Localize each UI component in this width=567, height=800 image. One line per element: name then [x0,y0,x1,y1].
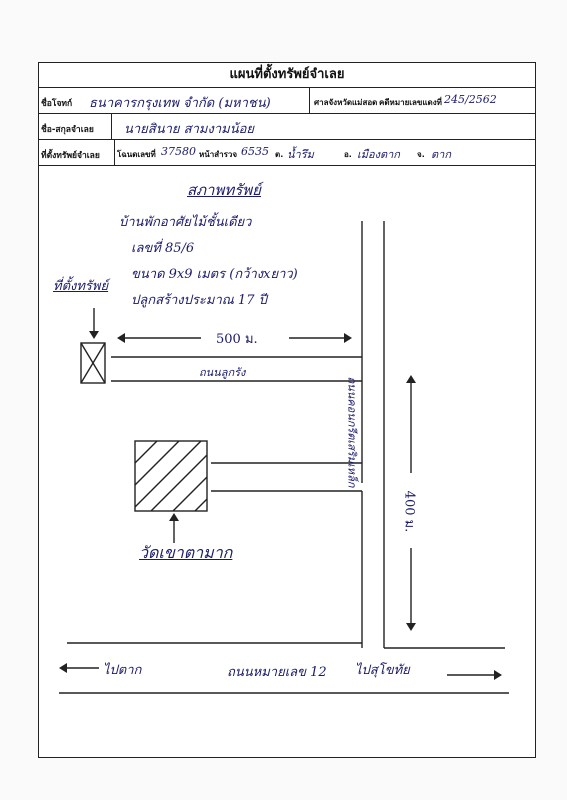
hand-drawn-map [39,63,535,757]
desc-line-4: ปลูกสร้างประมาณ 17 ปี [131,293,267,308]
arrow-down-icon [406,623,416,631]
subdistrict-label: ต. [275,150,284,159]
horizontal-distance: 500 ม. [216,332,258,347]
desc-line-2: เลขที่ 85/6 [131,241,195,256]
right-direction: ไปสุโขทัย [355,663,410,678]
deed-number: 37580 [161,145,196,158]
target-label: ที่ตั้งทรัพย์ [53,279,109,294]
page-title: แผนที่ตั้งทรัพย์จำเลย [39,63,535,88]
survey-label: หน้าสำรวจ [199,150,238,159]
side-road-label: ถนนคอนกรีตเสริมเหล็ก [345,376,359,488]
left-direction: ไปตาก [103,663,142,678]
property-map-sheet [38,62,536,758]
survey-number: 6535 [241,145,269,158]
temple-label: วัดเขาตามาก [139,543,233,562]
location-label: ที่ตั้งทรัพย์จำเลย [41,151,100,161]
vertical-distance: 400 ม. [401,490,417,533]
subdistrict: น้ำรึม [287,148,314,161]
defendant-value: นายสินาย สามงามน้อย [124,122,255,137]
district: เมืองตาก [357,148,400,161]
arrow-up-icon [169,513,179,521]
province: ตาก [431,148,451,161]
desc-line-1: บ้านพักอาศัยไม้ชั้นเดียว [119,215,252,230]
deed-label: โฉนดเลขที่ [117,150,156,159]
desc-line-3: ขนาด 9x9 เมตร (กว้างxยาว) [131,267,298,282]
highway-label: ถนนหมายเลข 12 [227,665,327,680]
court-label: ศาลจังหวัดแม่สอด [314,98,378,107]
district-label: อ. [344,150,352,159]
lane-label: ถนนลูกรัง [199,366,246,379]
plaintiff-label: ชื่อโจทก์ [41,99,73,109]
arrow-right-icon [344,333,352,343]
case-label: คดีหมายเลขแดงที่ [379,98,442,107]
arrow-left-icon [117,333,125,343]
condition-heading: สภาพทรัพย์ [187,181,261,199]
plaintiff-value: ธนาคารกรุงเทพ จำกัด (มหาชน) [89,96,271,111]
arrow-right-icon [494,670,502,680]
arrow-down-icon [89,331,99,339]
arrow-up-icon [406,375,416,383]
case-number: 245/2562 [444,93,497,106]
defendant-label: ชื่อ-สกุลจำเลย [41,125,94,135]
province-label: จ. [417,150,425,159]
arrow-left-icon [59,663,67,673]
